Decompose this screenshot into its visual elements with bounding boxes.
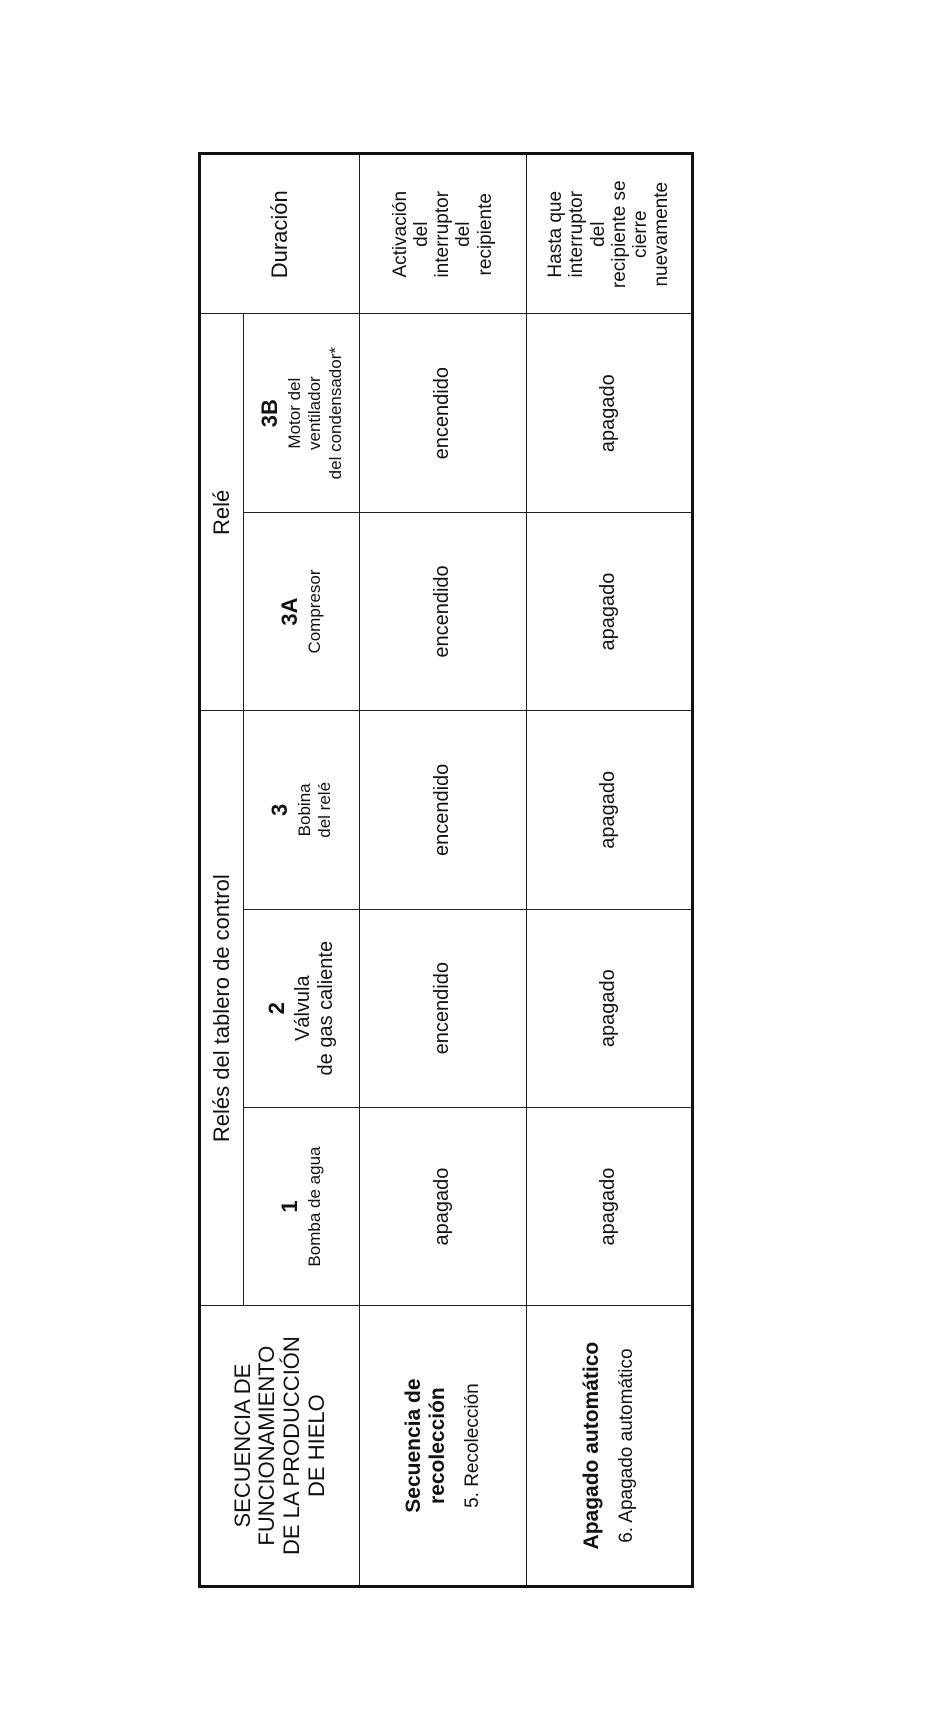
duration-header: Duración: [200, 154, 360, 314]
state-cell: apagado: [526, 909, 692, 1107]
column-number: 2: [264, 1002, 290, 1015]
column-number: 1: [277, 1200, 303, 1213]
state-cell: encendido: [360, 512, 526, 710]
row-title: Secuencia de recolección: [401, 1378, 449, 1513]
table-row: [360, 154, 526, 1587]
sequence-header: SECUENCIA DE FUNCIONAMIENTO DE LA PRODUCCIÓN DE HIELO: [200, 1306, 360, 1587]
row-sequence-cell: [360, 1306, 526, 1587]
header-row-groups: [200, 154, 244, 1587]
column-label: Bomba de agua: [305, 1146, 325, 1267]
column-number: 3: [267, 803, 293, 816]
table-row: [526, 154, 692, 1587]
row-step: 5. Recolección: [462, 1383, 483, 1508]
row-step: 6. Apagado automático: [615, 1348, 637, 1543]
column-label: Compresor: [305, 569, 325, 654]
column-label: Válvula de gas caliente: [292, 940, 338, 1076]
row-sequence-cell: [526, 1306, 692, 1587]
landscape-table-frame: [198, 152, 694, 1588]
state-cell: encendido: [360, 314, 526, 512]
row-title: Apagado automático: [579, 1341, 603, 1550]
state-cell: apagado: [526, 711, 692, 909]
column-header-3b: [243, 314, 359, 512]
duration-cell: Hasta que interruptor del recipiente se cierre nuevamente: [526, 154, 692, 314]
state-cell: apagado: [526, 1107, 692, 1305]
state-cell: apagado: [526, 512, 692, 710]
state-cell: apagado: [360, 1107, 526, 1305]
column-header-1: [243, 1107, 359, 1305]
column-label: Bobina del relé: [295, 781, 335, 838]
column-header-3: [243, 711, 359, 909]
state-cell: apagado: [526, 314, 692, 512]
control-board-relays-header: Relés del tablero de control: [200, 711, 244, 1306]
relay-group-header: Relé: [200, 314, 244, 711]
column-header-3a: [243, 512, 359, 710]
state-cell: encendido: [360, 711, 526, 909]
duration-cell: Activación del interruptor del recipiente: [360, 154, 526, 314]
rotated-table-wrapper: [198, 152, 694, 1588]
column-number: 3A: [277, 597, 303, 626]
state-cell: encendido: [360, 909, 526, 1107]
ice-production-sequence-table: [198, 152, 694, 1588]
column-header-2: [243, 909, 359, 1107]
column-label: Motor del ventilador del condensador*: [284, 347, 345, 480]
column-number: 3B: [256, 399, 282, 428]
